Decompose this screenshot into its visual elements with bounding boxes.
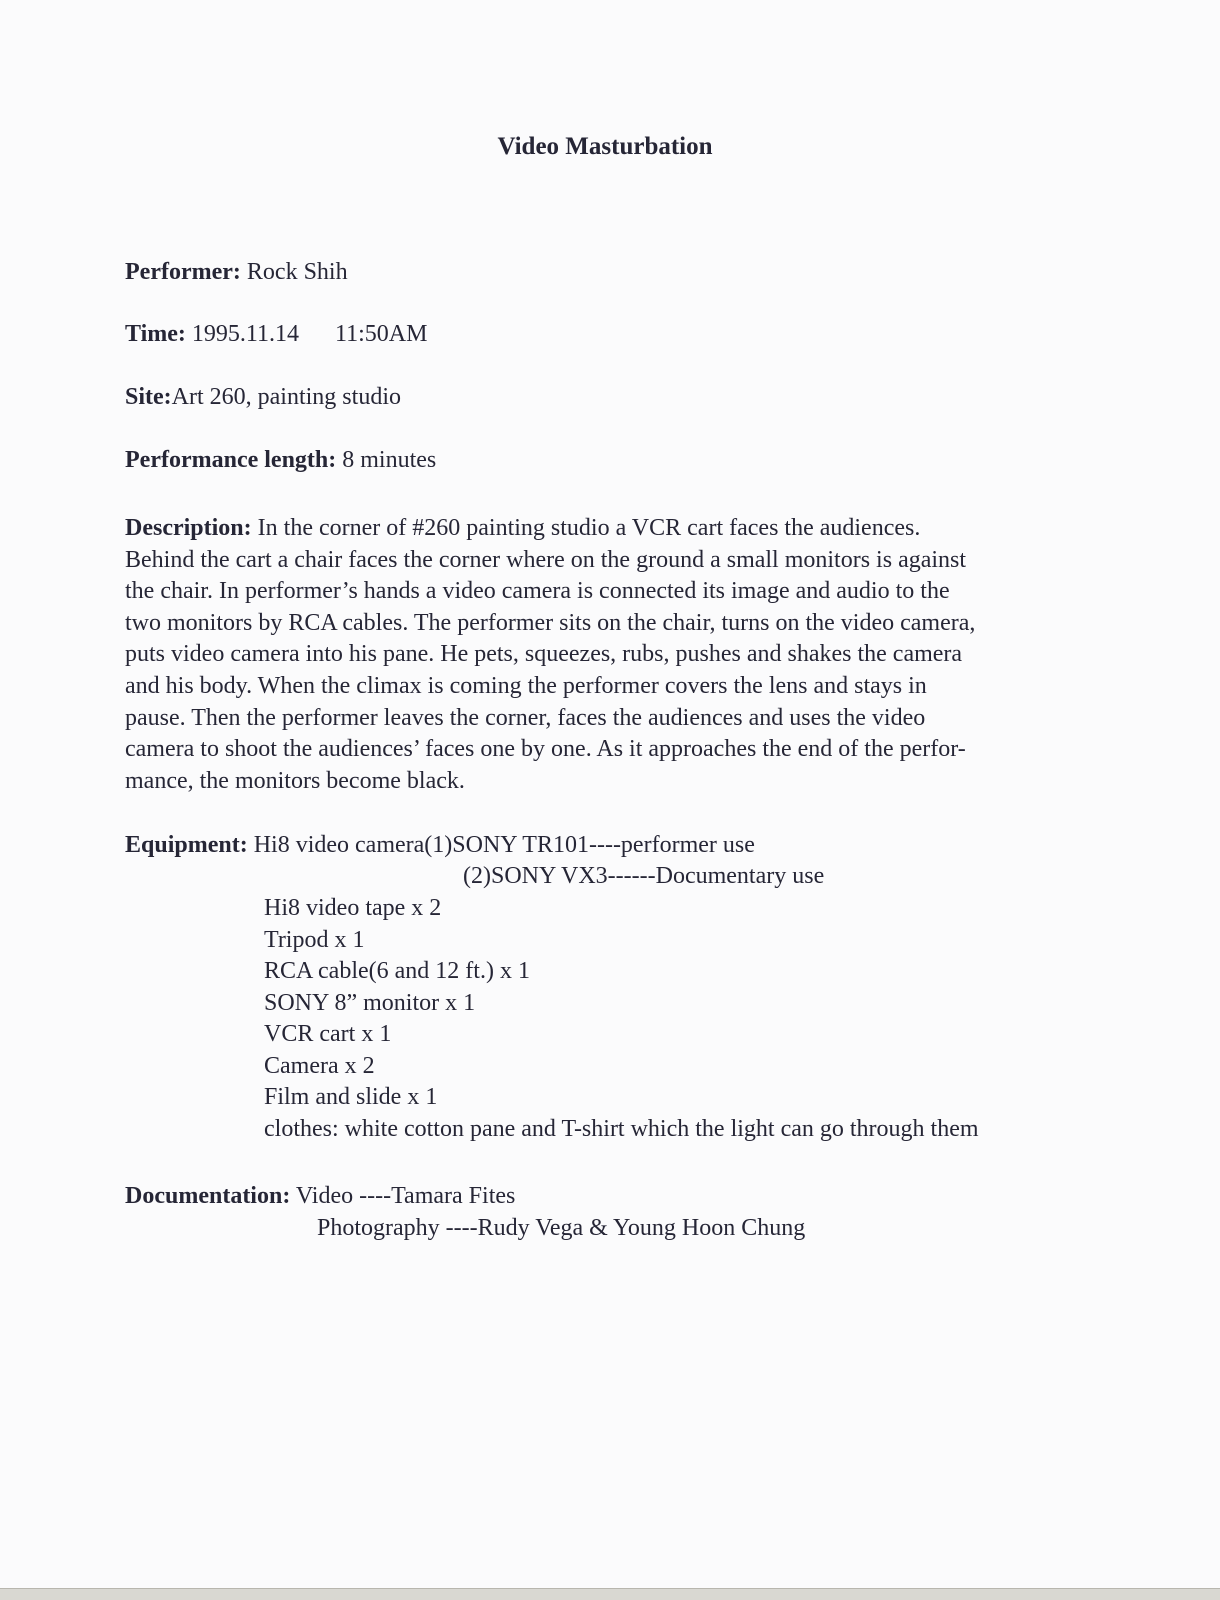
equipment-item: RCA cable(6 and 12 ft.) x 1 bbox=[264, 958, 530, 984]
performer-field bbox=[125, 257, 348, 289]
equipment-item: SONY 8” monitor x 1 bbox=[264, 989, 476, 1016]
performer-value: Rock Shih bbox=[240, 259, 348, 285]
description-line: mance, the monitors become black. bbox=[125, 767, 465, 794]
equipment-list bbox=[264, 893, 979, 1145]
documentation-field bbox=[125, 1181, 515, 1213]
description-line: the chair. In performer’s hands a video camera is connected its image and audio to the bbox=[125, 578, 950, 605]
time-field bbox=[125, 319, 427, 351]
documentation-label: Documentation: bbox=[125, 1183, 291, 1209]
equipment-item: VCR cart x 1 bbox=[264, 1021, 392, 1047]
description-line: Behind the cart a chair faces the corner where on the ground a small monitors is against bbox=[125, 546, 967, 573]
performance-length-field bbox=[125, 445, 436, 477]
time-label: Time: bbox=[125, 321, 186, 347]
description-line: camera to shoot the audiences’ faces one by one. As it approaches the end of the perfor- bbox=[125, 736, 966, 763]
description-line: pause. Then the performer leaves the corner, faces the audiences and uses the video bbox=[125, 704, 926, 731]
equipment-camera-second-line: (2)SONY VX3------Documentary use bbox=[463, 863, 825, 889]
performance-length-label: Performance length: bbox=[125, 447, 337, 473]
scan-bottom-edge bbox=[0, 1588, 1220, 1600]
description-line: and his body. When the climax is coming the performer covers the lens and stays in bbox=[125, 672, 927, 699]
performer-label: Performer: bbox=[125, 259, 241, 285]
documentation-video: Video ----Tamara Fites bbox=[290, 1183, 516, 1209]
equipment-item: Camera x 2 bbox=[264, 1052, 375, 1079]
equipment-item: Tripod x 1 bbox=[264, 926, 365, 953]
equipment-item: Hi8 video tape x 2 bbox=[264, 895, 442, 921]
time-date: 1995.11.14 bbox=[185, 321, 299, 347]
description-line: puts video camera into his pane. He pets, squeezes, rubs, pushes and shakes the camera bbox=[125, 641, 963, 668]
performance-length-value: 8 minutes bbox=[336, 447, 437, 473]
description-line-text: In the corner of #260 painting studio a VCR cart faces the audiences. bbox=[251, 515, 921, 541]
description-label: Description: bbox=[125, 515, 252, 541]
time-clock: 11:50AM bbox=[335, 321, 428, 347]
equipment-item: Film and slide x 1 bbox=[264, 1084, 438, 1110]
site-value: Art 260, painting studio bbox=[171, 384, 401, 410]
document-title: Video Masturbation bbox=[497, 133, 713, 160]
equipment-camera-line: Hi8 video camera(1)SONY TR101----performer use bbox=[247, 832, 755, 858]
equipment-label: Equipment: bbox=[125, 832, 248, 858]
description-paragraph bbox=[125, 513, 1065, 797]
description-line bbox=[125, 513, 1065, 545]
description-line: two monitors by RCA cables. The performer sits on the chair, turns on the video camera, bbox=[125, 609, 976, 636]
equipment-field bbox=[125, 830, 755, 862]
site-label: Site: bbox=[125, 384, 172, 410]
site-field bbox=[125, 382, 401, 414]
equipment-item: clothes: white cotton pane and T-shirt which the light can go through them bbox=[264, 1115, 979, 1142]
documentation-photography: Photography ----Rudy Vega & Young Hoon Chung bbox=[317, 1215, 806, 1241]
